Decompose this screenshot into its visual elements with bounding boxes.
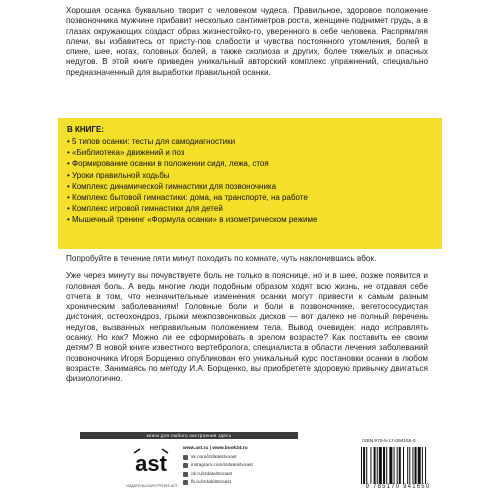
contents-list xyxy=(67,136,434,226)
body-paragraph-1: Попробуйте в течение пяти минут походить по комнате, чуть наклонившись вбок. xyxy=(66,254,377,263)
body-paragraph-2: Уже через минуту вы почувствуете боль не только в пояснице, но и в шее, позже появится и головная боль. А ведь многие люди подобным образом ходят всю жизнь, не отдавая себе отчета в том, что незначительные изменения осанки могут привести к самым разным хроническим заболеваниям! Головные боли и боли в позвоночнике, вегетососудистая дистония, остеохондроз, грыжи межпозвонковых дисков — вот далеко не полный перечень недугов, вызванных неправильным положением тела. Вывод очевиден: надо исправлять осанку. Но как? Можно ли ее сформировать в зрелом возрасте? Как поставить ее своим детям? В новой книге известного вертебролога, специалиста в области лечения заболеваний позвоночника Игоря Борщенко опубликован его уникальный курс постановки осанки в любом возрасте. Занимаясь по методу И.А. Борщенко, вы приобретете здоровую привычку двигаться физиологично. xyxy=(66,271,428,384)
publisher-links xyxy=(183,445,313,487)
body-text xyxy=(66,254,428,392)
contents-item: • Комплекс динамической гимнастики для позвоночника xyxy=(67,181,434,192)
website-links[interactable]: www.ast.ru | www.book24.ru xyxy=(183,446,248,451)
contents-box-title: В КНИГЕ: xyxy=(67,125,104,134)
social-link-fb[interactable]: fb.ru/izdatelstvoast xyxy=(183,479,313,488)
contents-item: • Уроки правильной ходьбы xyxy=(67,170,434,181)
contents-item: • Формирование осанки в положении сидя, лежа, стоя xyxy=(67,158,434,169)
contents-item: • Мышечный тренинг «Формула осанки» в изометрическом режиме xyxy=(67,214,434,225)
ast-logo-text: ast xyxy=(135,451,167,476)
contents-box xyxy=(58,118,442,249)
barcode-number: 9 785170 941650 xyxy=(365,484,431,490)
social-link-vk[interactable]: vk.com/izdatelstvoast xyxy=(183,453,313,462)
barcode xyxy=(358,446,440,486)
ok-icon xyxy=(183,472,188,477)
social-link-ok[interactable]: ok.ru/izdatelstvoast xyxy=(183,470,313,479)
contents-item: • Комплекс игровой гимнастики для детей xyxy=(67,203,434,214)
back-cover xyxy=(50,0,450,500)
publisher-banner: книги для любого настроения здесь xyxy=(80,432,298,439)
facebook-icon xyxy=(183,480,188,485)
social-link-instagram[interactable]: instagram.com/izdatelstvoast xyxy=(183,462,313,471)
ast-logo xyxy=(128,443,174,489)
vk-icon xyxy=(183,455,188,460)
intro-paragraph: Хорошая осанка буквально творит с человеком чудеса. Правильное, здоровое положение позвоночника мужчине прибавит несколько сантиметров роста, женщине поднимет грудь, а в глазах окружающих создаст образ жизнестойко-го, уверенного в себе человека. Распрямляя плечи, вы избавитесь от присту-пов слабости и чувства постоянного утомления, болей в спине, шее, ногах, головных болей, а также сколиоза и других, более тяжелых и опасных недугов. В этой книге приведен уникальный авторский комплекс упражнений, специально предназначенный для выработки правильной осанки. xyxy=(66,6,428,77)
contents-item: • Комплекс бытовой гимнастики: дома, на транспорте, на работе xyxy=(67,192,434,203)
contents-item: • 5 типов осанки: тесты для самодиагностики xyxy=(67,136,434,147)
contents-item: • «Библиотека» движений и поз xyxy=(67,147,434,158)
publisher-name: ИЗДАТЕЛЬСКАЯ ГРУППА АСТ xyxy=(126,484,178,488)
isbn: ISBN 978-5-17-094165-0 xyxy=(362,439,416,444)
instagram-icon xyxy=(183,463,188,468)
